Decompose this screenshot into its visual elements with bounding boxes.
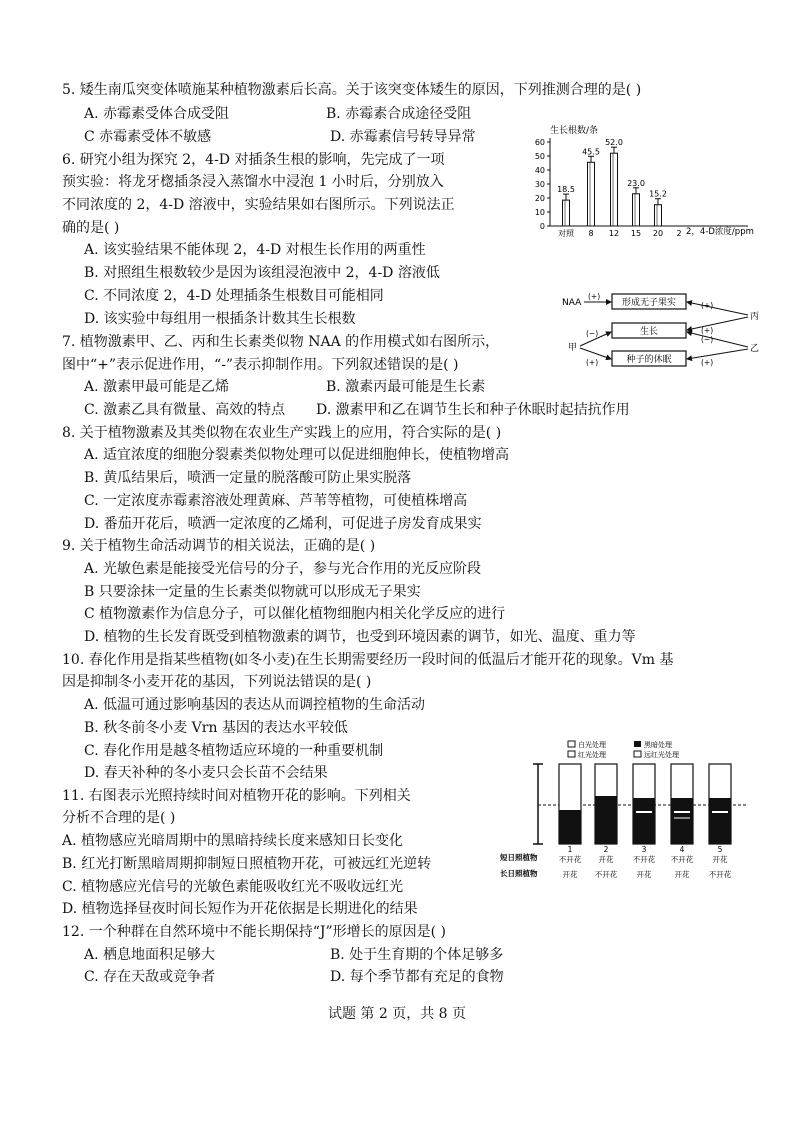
q8-option-d: D. 番茄开花后，喷洒一定浓度的乙烯利，可促进子房发育成果实	[84, 516, 482, 532]
q9-option-a: A. 光敏色素是能接受光信号的分子，参与光合作用的光反应阶段	[84, 561, 482, 577]
short-day-result: 不开花	[632, 855, 656, 864]
legend-white-label: 白光处理	[578, 741, 606, 749]
q6-stem-line4: 确的是( )	[62, 220, 120, 236]
q8-option-a: A. 适宜浓度的细胞分裂素类似物处理可以促进细胞伸长，使植物增高	[84, 447, 510, 463]
long-day-label: 长日照植物	[500, 869, 538, 878]
hormone-diagram	[560, 290, 760, 370]
legend-dark-label: 黑暗处理	[644, 741, 672, 749]
long-day-result: 不开花	[594, 870, 618, 879]
q7-option-b: B. 激素丙最可能是生长素	[326, 379, 486, 395]
box-seedless-fruit-label: 形成无子果实	[621, 298, 677, 308]
y-tick-label: 60	[534, 138, 545, 147]
treatment-number: 3	[641, 845, 647, 854]
dark-period	[671, 798, 693, 844]
q11-stem-line1: 11. 右图表示光照持续时间对植物开花的影响。下列相关	[62, 788, 411, 804]
q6-option-a: A. 该实验结果不能体现 2，4-D 对根生长作用的两重性	[84, 242, 426, 258]
y-tick-label: 50	[534, 152, 545, 161]
data-label: 18.5	[557, 185, 575, 195]
dark-period	[709, 798, 731, 844]
x-tick-label: 20	[652, 229, 664, 238]
label-jia: 甲	[568, 343, 578, 353]
q11-stem-line2: 分析不合理的是( )	[62, 810, 176, 826]
q9-option-c: C 植物激素作为信息分子，可以催化植物细胞内相关化学反应的进行	[84, 606, 506, 622]
q8-option-c: C. 一定浓度赤霉素溶液处理黄麻、芦苇等植物，可使植株增高	[84, 493, 468, 509]
label-naa: NAA	[562, 298, 582, 308]
x-tick-label: 15	[630, 229, 642, 238]
q10-option-a: A. 低温可通过影响基因的表达从而调控植物的生命活动	[84, 697, 426, 713]
short-day-label: 短日照植物	[500, 853, 538, 862]
sign-yi-plus: (+)	[701, 358, 714, 367]
q11-option-d: D. 植物选择昼夜时间长短作为开花依据是长期进化的结果	[62, 901, 418, 917]
photoperiod-figure	[498, 738, 760, 886]
q8-option-b: B. 黄瓜结果后，喷洒一定量的脱落酸可防止果实脱落	[84, 470, 412, 486]
bar	[563, 200, 570, 226]
legend-farred-swatch	[634, 751, 641, 757]
long-day-result: 开花	[562, 870, 578, 879]
q10-stem-line2: 因是抑制冬小麦开花的基因，下列说法错误的是( )	[62, 674, 372, 690]
dark-period	[633, 798, 655, 844]
short-day-result: 开花	[598, 855, 614, 864]
x-tick-label: 12	[608, 229, 620, 238]
q11-option-c: C. 植物感应光信号的光敏色素能吸收红光不吸收远红光	[62, 879, 404, 895]
data-label: 15.2	[649, 189, 667, 199]
q5-option-d: D. 赤霉素信号转导异常	[330, 129, 476, 145]
short-day-result: 开花	[712, 855, 728, 864]
y-tick-label: 20	[534, 194, 545, 203]
page-footer: 试题 第 2 页，共 8 页	[327, 1006, 467, 1022]
legend-dark-swatch	[634, 741, 641, 747]
treatment-number: 4	[679, 845, 685, 854]
q5-option-b: B. 赤霉素合成途径受阻	[326, 106, 472, 122]
q7-option-a: A. 激素甲最可能是乙烯	[84, 379, 230, 395]
sign-naa-plus: (+)	[588, 292, 601, 301]
q8-stem: 8. 关于植物激素及其类似物在农业生产实践上的应用，符合实际的是( )	[62, 425, 502, 441]
q5-stem: 5. 矮生南瓜突变体喷施某种植物激素后长高。关于该突变体矮生的原因，下列推测合理的是( )	[62, 82, 642, 98]
q6-option-d: D. 该实验中每组用一根插条计数其生长根数	[84, 311, 356, 327]
short-day-result: 不开花	[670, 855, 694, 864]
q5-option-a: A. 赤霉素受体合成受阻	[84, 106, 230, 122]
y-tick-label: 0	[539, 222, 545, 231]
q5-option-c: C 赤霉素受体不敏感	[84, 129, 212, 145]
label-yi: 乙	[750, 344, 760, 354]
q7-stem-line2: 图中“+”表示促进作用，“-”表示抑制作用。下列叙述错误的是( )	[62, 357, 459, 373]
long-day-result: 开花	[674, 870, 690, 879]
box-dormancy-label: 种子的休眠	[626, 355, 672, 365]
chart-ylabel: 生长根数/条	[550, 126, 599, 136]
root-count-chart	[526, 120, 766, 245]
chart-xlabel: 2，4-D浓度/ppm	[686, 227, 754, 237]
q9-stem: 9. 关于植物生命活动调节的相关说法，正确的是( )	[62, 538, 376, 554]
q7-option-c: C. 激素乙具有微量、高效的特点	[84, 402, 286, 418]
treatment-number: 2	[603, 845, 609, 854]
sign-bing-plus-1: (+)	[701, 301, 714, 310]
q9-option-d: D. 植物的生长发育既受到植物激素的调节，也受到环境因素的调节，如光、温度、重力等	[84, 629, 636, 645]
q12-stem: 12. 一个种群在自然环境中不能长期保持“J”形增长的原因是( )	[62, 924, 447, 940]
long-day-result: 开花	[636, 870, 652, 879]
long-day-result: 不开花	[708, 870, 732, 879]
legend-red-swatch	[568, 751, 575, 757]
y-tick-label: 10	[534, 208, 545, 217]
q11-option-b: B. 红光打断黑暗周期抑制短日照植物开花，可被远红光逆转	[62, 856, 432, 872]
q10-option-d: D. 春天补种的冬小麦只会长苗不会结果	[84, 765, 328, 781]
q6-stem-line2: 预实验：将龙牙楤插条浸入蒸馏水中浸泡 1 小时后，分别放入	[62, 174, 444, 190]
q7-option-d: D. 激素甲和乙在调节生长和种子休眠时起拮抗作用	[316, 402, 630, 418]
bar	[633, 194, 640, 226]
q10-option-b: B. 秋冬前冬小麦 Vrn 基因的表达水平较低	[84, 720, 348, 736]
short-day-result: 不开花	[558, 855, 582, 864]
legend-farred-label: 远红光处理	[644, 751, 679, 759]
x-tick-label-extra: 2	[676, 229, 682, 238]
q12-option-c: C. 存在天敌或竞争者	[84, 969, 216, 985]
box-growth-label: 生长	[639, 327, 659, 337]
data-label: 23.0	[627, 178, 645, 188]
dark-period	[559, 810, 581, 844]
q12-option-d: D. 每个季节都有充足的食物	[330, 969, 504, 985]
q7-stem-line1: 7. 植物激素甲、乙、丙和生长素类似物 NAA 的作用模式如右图所示，	[62, 334, 500, 350]
q11-option-a: A. 植物感应光暗周期中的黑暗持续长度来感知日长变化	[62, 833, 404, 849]
q6-option-c: C. 不同浓度 2，4-D 处理插条生根数目可能相同	[84, 288, 384, 304]
data-label: 52.0	[605, 138, 623, 148]
bar	[588, 162, 595, 226]
x-tick-label: 对照	[558, 229, 574, 238]
legend-red-label: 红光处理	[578, 751, 606, 759]
q12-option-a: A. 栖息地面积足够大	[84, 947, 216, 963]
q10-stem-line1: 10. 春化作用是指某些植物(如冬小麦)在生长期需要经历一段时间的低温后才能开花的现象。Vm 基	[62, 652, 674, 668]
q9-option-b: B 只要涂抹一定量的生长素类似物就可以形成无子果实	[84, 584, 421, 600]
sign-jia-plus: (+)	[586, 358, 599, 367]
treatment-number: 1	[567, 845, 573, 854]
legend-white-swatch	[568, 741, 575, 747]
dark-period	[595, 796, 617, 844]
q12-option-b: B. 处于生育期的个体足够多	[330, 947, 504, 963]
y-tick-label: 30	[534, 180, 545, 189]
bar	[655, 205, 662, 226]
label-bing: 丙	[750, 312, 760, 322]
q6-stem-line3: 不同浓度的 2，4-D 溶液中，实验结果如右图所示。下列说法正	[62, 197, 455, 213]
q6-stem-line1: 6. 研究小组为探究 2，4-D 对插条生根的影响，先完成了一项	[62, 152, 445, 168]
sign-bing-plus-2: (+)	[701, 326, 714, 335]
sign-jia-minus: (−)	[586, 329, 599, 338]
treatment-number: 5	[717, 845, 723, 854]
x-tick-label: 8	[588, 229, 594, 238]
y-tick-label: 40	[534, 166, 545, 175]
q6-option-b: B. 对照组生根数较少是因为该组浸泡液中 2，4-D 溶液低	[84, 265, 440, 281]
q10-option-c: C. 春化作用是越冬植物适应环境的一种重要机制	[84, 743, 384, 759]
sign-yi-minus: (−)	[701, 335, 714, 344]
bar	[611, 153, 618, 226]
data-label: 45.5	[582, 147, 600, 157]
